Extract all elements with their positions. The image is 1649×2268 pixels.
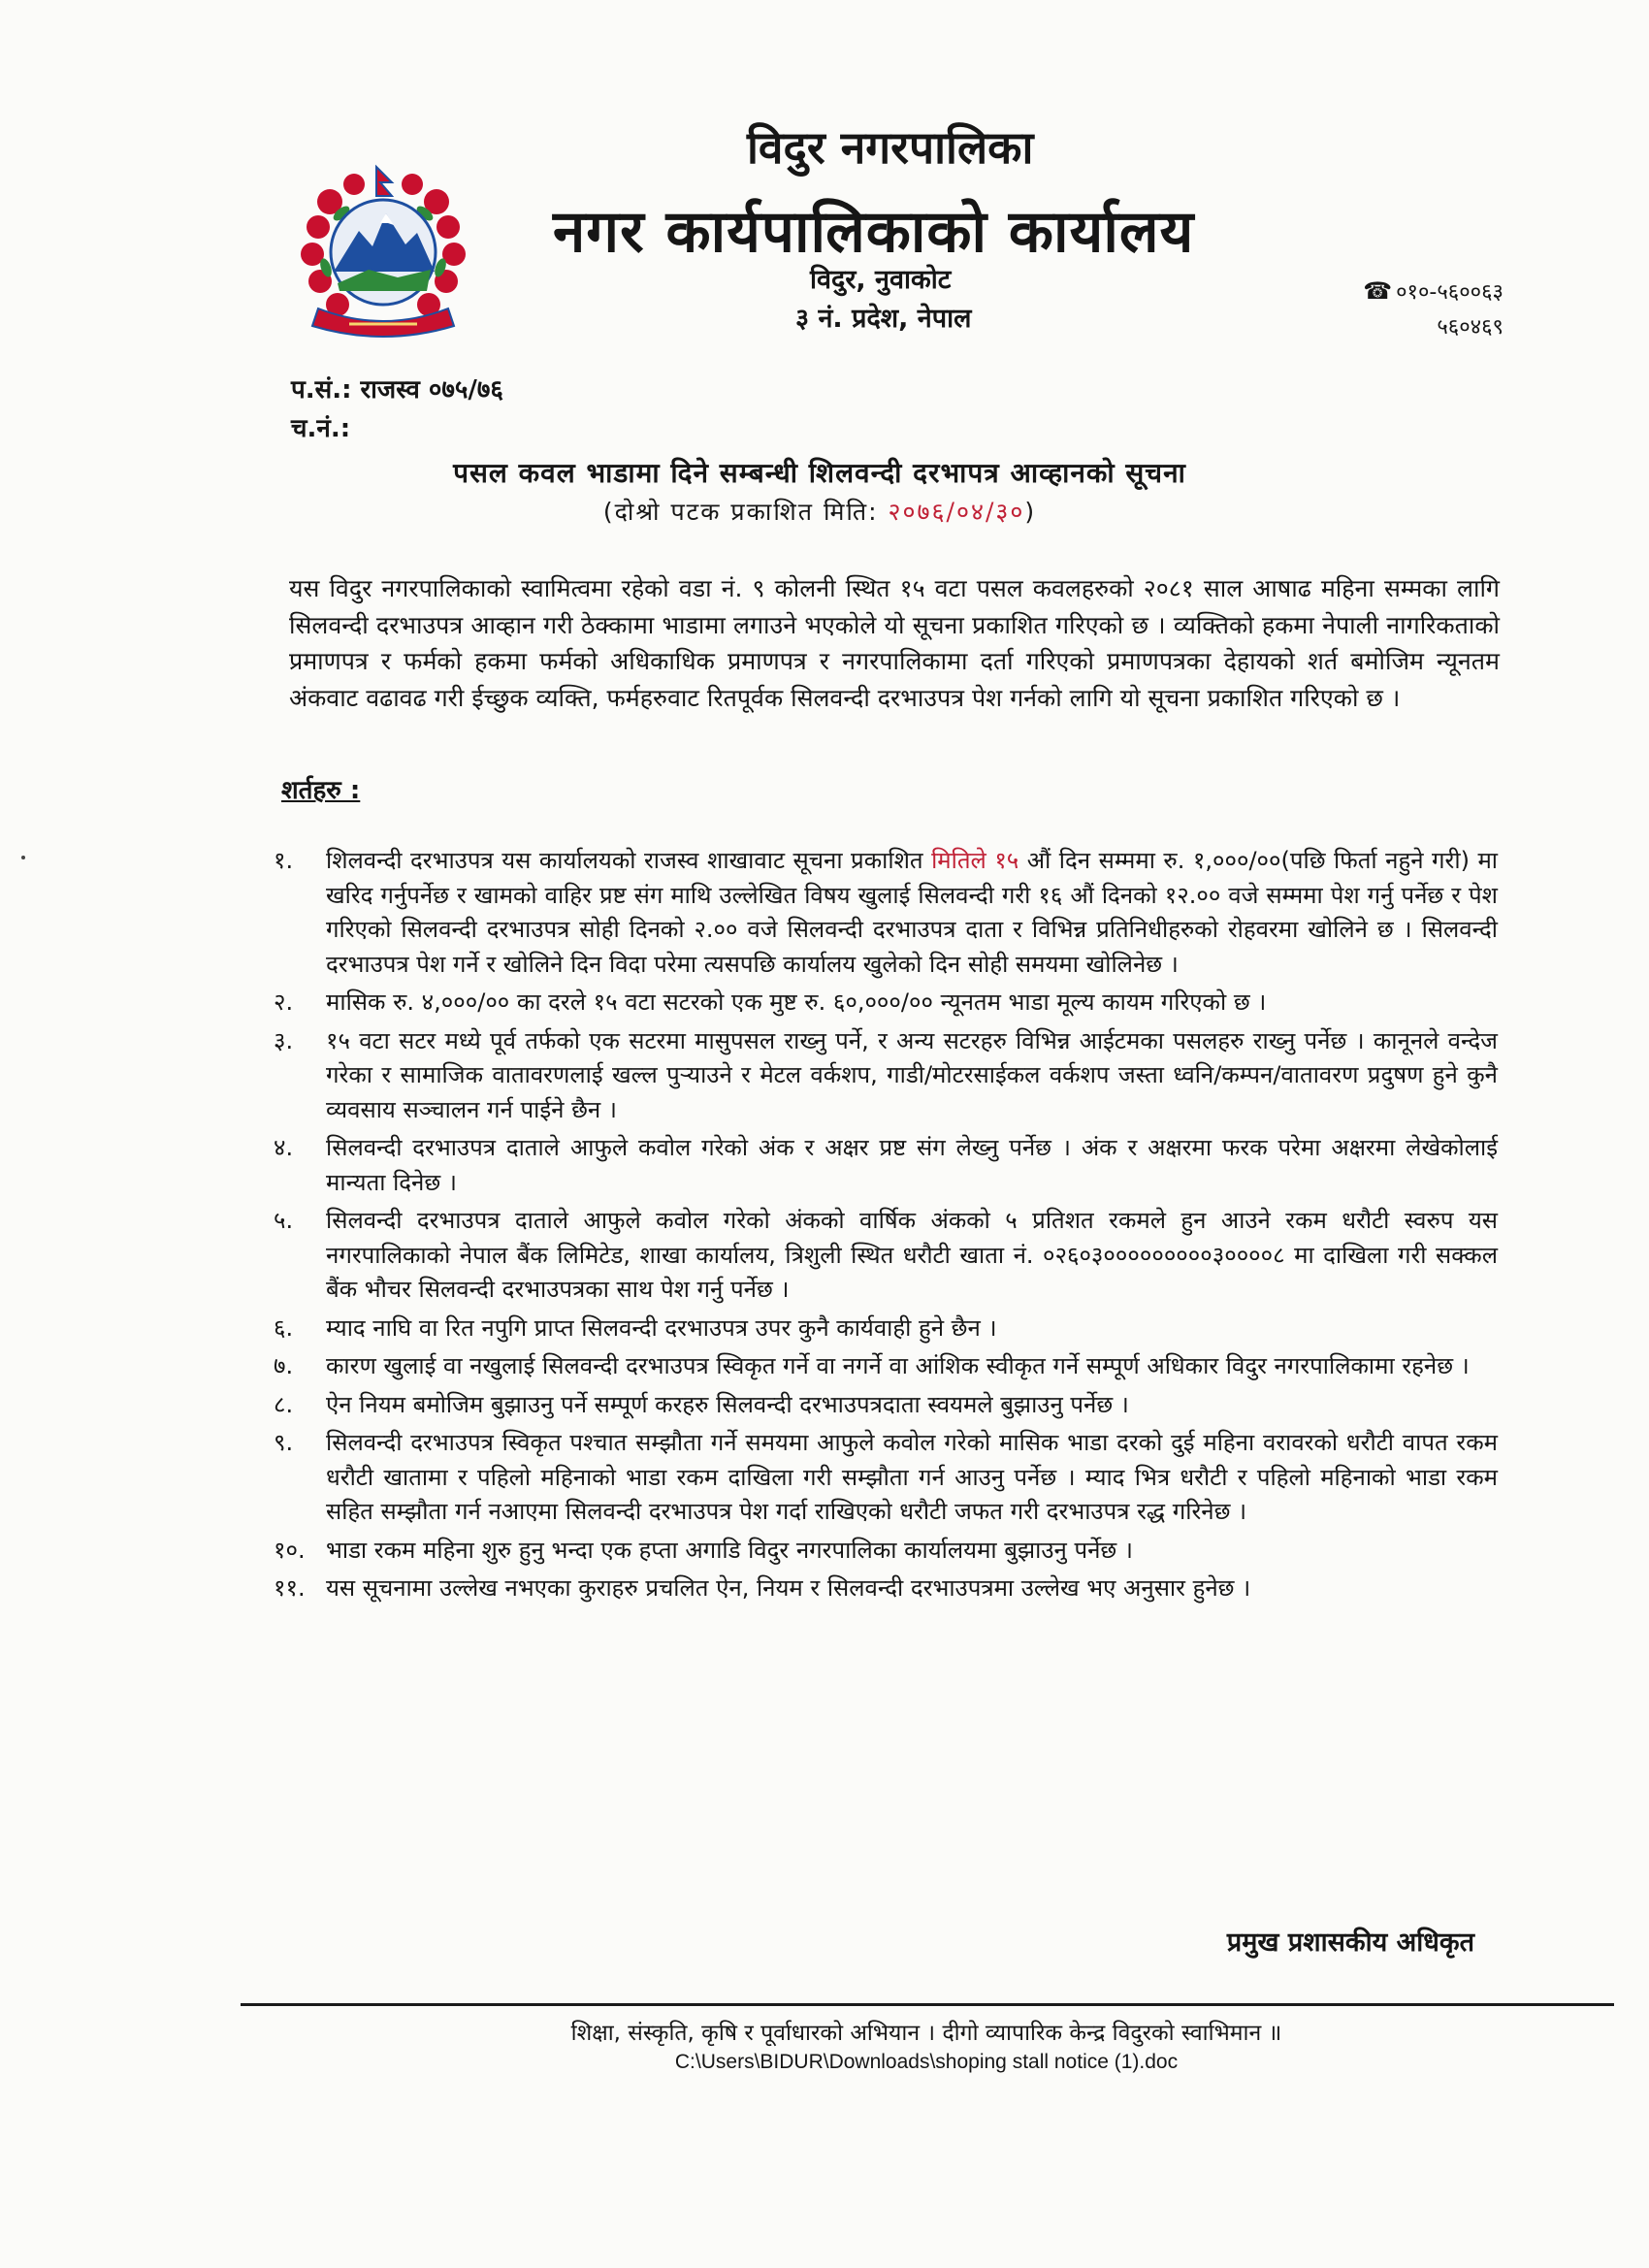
condition-item: [274, 1131, 1498, 1200]
condition-number: २.: [274, 988, 294, 1016]
address-line-2: ३ नं. प्रदेश, नेपाल: [795, 304, 972, 334]
publication-date: २०७६/०४/३०: [888, 498, 1025, 526]
phone-number-2: ५६०४६९: [1437, 315, 1504, 340]
condition-text: मासिक रु. ४,०००/०० का दरले १५ वटा सटरको एक मुष्ट रु. ६०,०००/०० न्यूनतम भाडा मूल्य कायम गरिएको छ ।: [326, 988, 1267, 1016]
condition-text: भाडा रकम महिना शुरु हुनु भन्दा एक हप्ता अगाडि विदुर नगरपालिका कार्यालयमा बुझाउनु पर्नेछ ।: [326, 1536, 1133, 1564]
condition-text: सिलवन्दी दरभाउपत्र दाताले आफुले कवोल गरेको अंकको वार्षिक अंकको ५ प्रतिशत रकमले हुन आउने रकम धरौटी स्वरुप यस नगरपालिकाको नेपाल बैंक लिमिटेड, शाखा कार्यालय, त्रिशुली स्थित धरौटी खाता नं. ०२६०३०००००००००३००००८ मा दाखिला गरी सक्कल बैंक भौचर सिलवन्दी दरभाउपत्रका साथ पेश गर्नु पर्नेछ ।: [326, 1207, 1498, 1303]
condition-item: [274, 844, 1498, 982]
notice-subtitle: [291, 495, 1348, 528]
municipality-name: विदुर नगरपालिका: [747, 121, 1034, 174]
condition-text: ऐन नियम बमोजिम बुझाउनु पर्ने सम्पूर्ण करहरु सिलवन्दी दरभाउपत्रदाता स्वयमले बुझाउनु पर्नेछ ।: [326, 1390, 1129, 1418]
condition-item: [274, 1024, 1498, 1128]
footer-divider: [241, 2003, 1614, 2006]
condition-item: [274, 1534, 1498, 1569]
condition-text: १५ वटा सटर मध्ये पूर्व तर्फको एक सटरमा मासुपसल राख्नु पर्ने, र अन्य सटरहरु विभिन्न आईटमका पसलहरु राख्नु पर्नेछ । कानूनले वन्देज गरेका र सामाजिक वातावरणलाई खल्ल पुऱ्याउने र मेटल वर्कशप, गाडी/मोटरसाईकल वर्कशप जस्ता ध्वनि/कम्पन/वातावरण प्रदुषण हुने कुनै व्यवसाय सञ्चालन गर्न पाईने छैन ।: [326, 1026, 1498, 1123]
condition-text: यस सूचनामा उल्लेख नभएका कुराहरु प्रचलित ऐन, नियम र सिलवन्दी दरभाउपत्रमा उल्लेख भए अनुसार हुनेछ ।: [326, 1574, 1251, 1602]
scan-speck: [21, 856, 25, 859]
phone-number-1: ०१०-५६००६३: [1396, 280, 1504, 305]
condition-item: [274, 1204, 1498, 1308]
condition-highlight: मितिले १५: [931, 847, 1019, 874]
condition-number: ३.: [274, 1026, 294, 1054]
condition-text: कारण खुलाई वा नखुलाई सिलवन्दी दरभाउपत्र स्विकृत गर्ने वा नगर्ने वा आंशिक स्वीकृत गर्ने सम्पूर्ण अधिकार विदुर नगरपालिकामा रहनेछ ।: [326, 1352, 1470, 1379]
condition-text: म्याद नाघि वा रित नपुगि प्राप्त सिलवन्दी दरभाउपत्र उपर कुनै कार्यवाही हुने छैन ।: [326, 1313, 997, 1342]
office-name: नगर कार्यपालिकाको कार्यालय: [553, 198, 1195, 266]
condition-number: ७.: [274, 1352, 294, 1379]
telephone-icon: ☎: [1363, 277, 1393, 305]
intro-paragraph: यस विदुर नगरपालिकाको स्वामित्वमा रहेको वडा नं. ९ कोलनी स्थित १५ वटा पसल कवलहरुको २०८१ साल आषाढ महिना सम्मका लागि सिलवन्दी दरभाउपत्र आव्हान गरी ठेक्कामा भाडामा लगाउने भएकोले यो सूचना प्रकाशित गरिएको छ । व्यक्तिको हकमा नेपाली नागरिकताको प्रमाणपत्र र फर्मको हकमा फर्मको अधिकाधिक प्रमाणपत्र र नगरपालिकामा दर्ता गरिएको प्रमाणपत्रका देहायको शर्त बमोजिम न्यूनतम अंकवाट वढावढ गरी ईच्छुक व्यक्ति, फर्महरुवाट रितपूर्वक सिलवन्दी दरभाउपत्र पेश गर्नको लागि यो सूचना प्रकाशित गरिएको छ ।: [289, 574, 1500, 712]
notice-title: पसल कवल भाडामा दिने सम्बन्धी शिलवन्दी दरभापत्र आव्हानको सूचना: [453, 457, 1186, 489]
condition-number: ५.: [274, 1207, 294, 1234]
signatory-title: प्रमुख प्रशासकीय अधिकृत: [1226, 1928, 1474, 1958]
condition-number: ४.: [274, 1134, 294, 1161]
condition-number: ११.: [274, 1574, 306, 1602]
condition-text: सिलवन्दी दरभाउपत्र दाताले आफुले कवोल गरेको अंक र अक्षर प्रष्ट संग लेख्नु पर्नेछ । अंक र अक्षरमा फरक परेमा अक्षरमा लेखेकोलाई मान्यता दिनेछ ।: [326, 1134, 1498, 1196]
terms-heading: शर्तहरु :: [281, 776, 361, 805]
footer-slogan: शिक्षा, संस्कृति, कृषि र पूर्वाधारको अभियान । दीगो व्यापारिक केन्द्र विदुरको स्वाभिमान ॥: [570, 2021, 1282, 2046]
condition-number: ९.: [274, 1429, 294, 1456]
dispatch-number: च.नं.:: [291, 414, 351, 443]
subtitle-suffix: ): [1024, 498, 1037, 526]
nepal-emblem-icon: [291, 163, 475, 340]
condition-text: सिलवन्दी दरभाउपत्र स्विकृत पश्चात सम्झौता गर्ने समयमा आफुले कवोल गरेको मासिक भाडा दरको दुई महिना वरावरको धरौटी वापत रकम धरौटी खातामा र पहिलो महिनाको भाडा रकम दाखिला गरी सम्झौता गर्न आउनु पर्नेछ । म्याद भित्र धरौटी र पहिलो महिनाको भाडा रकम सहित सम्झौता गर्न नआएमा सिलवन्दी दरभाउपत्र पेश गर्दा राखिएको धरौटी जफत गरी दरभाउपत्र रद्ध गरिनेछ ।: [326, 1429, 1498, 1525]
condition-item: [274, 1349, 1498, 1384]
condition-number: १०.: [274, 1536, 306, 1564]
condition-text-cont: औं दिन सम्ममा रु. १,०००/००(पछि फिर्ता नहुने गरी) मा खरिद गर्नुपर्नेछ र खामको वाहिर प्रष्ट संग माथि उल्लेखित विषय खुलाई सिलवन्दी गरी १६ औं दिनको १२.०० वजे सम्ममा पेश गर्नु पर्नेछ र पेश गरिएको सिलवन्दी दरभाउपत्र सोही दिनको २.०० वजे सिलवन्दी दरभाउपत्र दाता र विभिन्न प्रतिनिधीहरुको रोहवरमा खोलिने छ । सिलवन्दी दरभाउपत्र पेश गर्ने र खोलिने दिन विदा परेमा त्यसपछि कार्यालय खुलेको दिन सोही समयमा खोलिनेछ ।: [326, 847, 1499, 978]
letter-number: प.सं.: राजस्व ०७५/७६: [291, 375, 503, 405]
condition-number: ६.: [274, 1313, 294, 1342]
condition-item: [274, 986, 1498, 1021]
phone-block: [1363, 274, 1504, 345]
condition-item: [274, 1388, 1498, 1423]
condition-item: [274, 1571, 1498, 1606]
conditions-list: [274, 844, 1498, 1610]
condition-number: १.: [274, 847, 294, 874]
address-line-1: विदुर, नुवाकोट: [810, 265, 952, 295]
condition-item: [274, 1312, 1498, 1346]
subtitle-prefix: (दोश्रो पटक प्रकाशित मिति:: [602, 498, 879, 526]
condition-text: शिलवन्दी दरभाउपत्र यस कार्यालयको राजस्व शाखावाट सूचना प्रकाशित: [326, 847, 932, 874]
file-path: C:\Users\BIDUR\Downloads\shoping stall notice (1).doc: [674, 2051, 1179, 2073]
condition-number: ८.: [274, 1390, 294, 1418]
condition-item: [274, 1426, 1498, 1530]
